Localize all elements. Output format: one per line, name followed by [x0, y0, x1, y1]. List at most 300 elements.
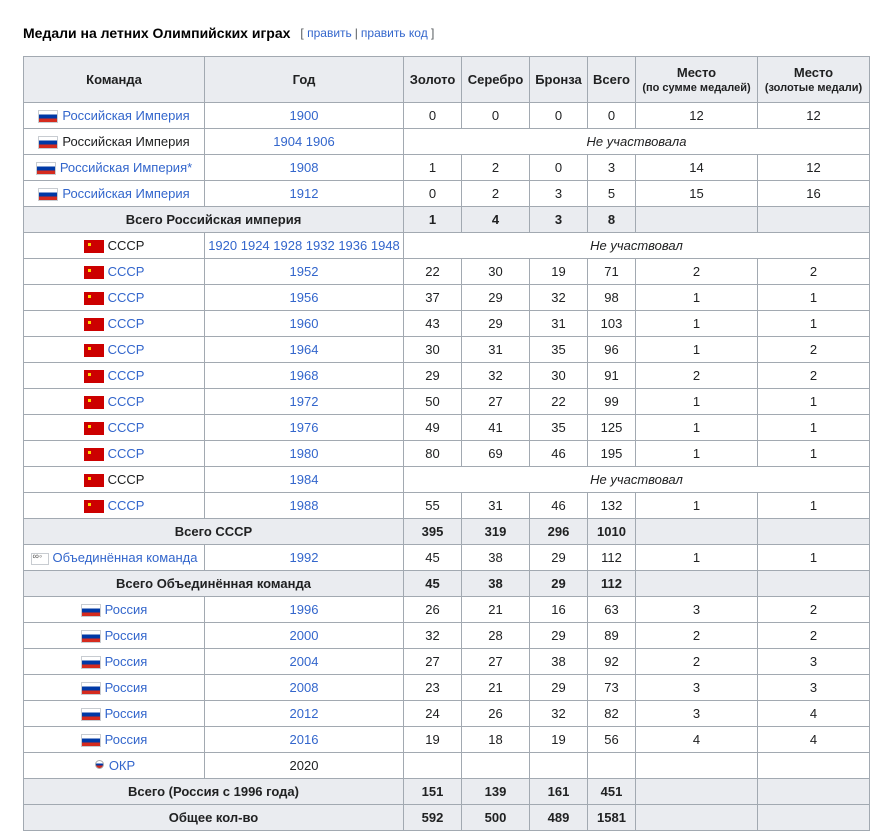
russia-flag-icon — [81, 630, 101, 643]
place-sum-cell: 1 — [636, 493, 758, 519]
year-cell — [205, 363, 404, 389]
year-cell — [205, 337, 404, 363]
ussr-flag-icon — [84, 344, 104, 357]
olympic-flag-icon — [31, 553, 49, 565]
bronze-cell: 30 — [530, 363, 588, 389]
ussr-flag-icon — [84, 370, 104, 383]
ussr-flag-icon — [84, 240, 104, 253]
silver-cell: 32 — [462, 363, 530, 389]
gold-cell: 27 — [404, 649, 462, 675]
team-name[interactable]: СССР — [107, 341, 145, 357]
team-cell — [24, 311, 205, 337]
gold-cell: 24 — [404, 701, 462, 727]
silver-cell: 26 — [462, 701, 530, 727]
year-link[interactable]: 1968 — [289, 368, 319, 383]
gold-cell: 30 — [404, 337, 462, 363]
total-silver: 500 — [462, 805, 530, 831]
gold-cell: 50 — [404, 389, 462, 415]
team-name[interactable]: Россия — [104, 627, 148, 643]
year-cell — [205, 259, 404, 285]
total-cell: 96 — [588, 337, 636, 363]
team-cell — [24, 389, 205, 415]
ussr-flag-icon — [84, 292, 104, 305]
place-sum-cell: 1 — [636, 311, 758, 337]
year-cell — [205, 675, 404, 701]
team-cell — [24, 675, 205, 701]
total-cell: 112 — [588, 545, 636, 571]
total-bronze: 296 — [530, 519, 588, 545]
russia-flag-icon — [81, 656, 101, 669]
total-bronze: 3 — [530, 207, 588, 233]
table-row — [24, 181, 870, 207]
place-sum-cell: 14 — [636, 155, 758, 181]
place-gold-cell: 1 — [758, 493, 870, 519]
team-cell — [24, 649, 205, 675]
place-gold-cell: 3 — [758, 649, 870, 675]
gold-cell: 26 — [404, 597, 462, 623]
team-name[interactable]: Россия — [104, 601, 148, 617]
silver-cell: 30 — [462, 259, 530, 285]
bronze-cell: 19 — [530, 727, 588, 753]
team-cell — [24, 103, 205, 129]
silver-cell: 27 — [462, 649, 530, 675]
table-row — [24, 415, 870, 441]
total-silver: 319 — [462, 519, 530, 545]
total-silver: 38 — [462, 571, 530, 597]
total-bronze: 161 — [530, 779, 588, 805]
table-row — [24, 363, 870, 389]
team-cell — [24, 233, 205, 259]
year-link[interactable]: 1960 — [289, 316, 319, 331]
silver-cell: 21 — [462, 675, 530, 701]
total-label-text: Всего Объединённая команда — [116, 576, 311, 591]
total-place-gold — [758, 805, 870, 831]
russia-flag-icon — [81, 708, 101, 721]
total-row-label — [24, 519, 404, 545]
table-row — [24, 441, 870, 467]
table-row — [24, 389, 870, 415]
team-name[interactable]: Россия — [104, 731, 148, 747]
team-name[interactable]: Российская Империя — [62, 185, 190, 201]
edit-section-links: [ править | править код ] — [300, 26, 435, 40]
not-participated-note: Не участвовала — [404, 129, 870, 155]
place-gold-cell — [758, 753, 870, 779]
col-gold[interactable]: Золото — [404, 57, 462, 103]
total-place-gold — [758, 571, 870, 597]
medals-table — [23, 56, 870, 831]
place-gold-cell: 4 — [758, 701, 870, 727]
total-label-text: Всего Российская империя — [125, 212, 302, 227]
col-place-gold[interactable]: Место (золотые медали) — [758, 57, 870, 103]
total-cell: 0 — [588, 103, 636, 129]
table-row — [24, 545, 870, 571]
gold-cell: 37 — [404, 285, 462, 311]
col-team[interactable]: Команда — [24, 57, 205, 103]
col-silver[interactable]: Серебро — [462, 57, 530, 103]
not-participated-note: Не участвовал — [404, 467, 870, 493]
table-row — [24, 597, 870, 623]
section-title: Медали на летних Олимпийских играх — [23, 25, 291, 41]
bronze-cell: 46 — [530, 441, 588, 467]
place-sum-cell — [636, 753, 758, 779]
total-place-sum — [636, 519, 758, 545]
ussr-flag-icon — [84, 422, 104, 435]
table-row — [24, 155, 870, 181]
place-sum-cell: 3 — [636, 597, 758, 623]
year-link[interactable]: 2008 — [289, 680, 319, 695]
place-gold-cell: 2 — [758, 363, 870, 389]
place-sum-cell: 3 — [636, 701, 758, 727]
year-link[interactable]: 1996 — [289, 602, 319, 617]
place-gold-cell: 1 — [758, 415, 870, 441]
total-place-sum — [636, 805, 758, 831]
team-name[interactable]: СССР — [107, 497, 145, 513]
place-gold-cell: 1 — [758, 285, 870, 311]
bronze-cell: 29 — [530, 545, 588, 571]
team-name[interactable]: СССР — [107, 445, 145, 461]
year-link[interactable]: 2000 — [289, 628, 319, 643]
table-row — [24, 675, 870, 701]
year-cell — [205, 441, 404, 467]
team-name[interactable]: Российская Империя* — [59, 159, 193, 175]
gold-cell: 49 — [404, 415, 462, 441]
total-cell: 71 — [588, 259, 636, 285]
total-cell: 99 — [588, 389, 636, 415]
year-link[interactable]: 2012 — [289, 706, 319, 721]
place-gold-cell: 2 — [758, 623, 870, 649]
team-name[interactable]: Россия — [104, 653, 148, 669]
total-total: 1010 — [588, 519, 636, 545]
table-row — [24, 259, 870, 285]
year-cell — [205, 623, 404, 649]
year-link[interactable]: 1912 — [289, 186, 319, 201]
year-cell — [205, 181, 404, 207]
team-name[interactable]: ОКР — [108, 757, 136, 773]
year-cell — [205, 103, 404, 129]
year-link: 2020 — [289, 758, 319, 773]
total-cell: 195 — [588, 441, 636, 467]
table-row — [24, 623, 870, 649]
team-cell — [24, 701, 205, 727]
total-place-sum — [636, 571, 758, 597]
year-cell — [205, 285, 404, 311]
ussr-flag-icon — [84, 474, 104, 487]
team-cell — [24, 467, 205, 493]
total-cell: 56 — [588, 727, 636, 753]
total-bronze: 489 — [530, 805, 588, 831]
place-gold-cell: 1 — [758, 389, 870, 415]
table-row — [24, 129, 870, 155]
bronze-cell: 32 — [530, 701, 588, 727]
total-total: 112 — [588, 571, 636, 597]
year-cell — [205, 233, 404, 259]
bronze-cell: 38 — [530, 649, 588, 675]
total-place-gold — [758, 779, 870, 805]
place-sum-cell: 1 — [636, 415, 758, 441]
bronze-cell: 16 — [530, 597, 588, 623]
year-cell — [205, 467, 404, 493]
gold-cell: 19 — [404, 727, 462, 753]
place-sum-cell: 1 — [636, 389, 758, 415]
not-participated-note: Не участвовал — [404, 233, 870, 259]
table-body — [24, 103, 870, 831]
silver-cell: 31 — [462, 493, 530, 519]
table-row — [24, 467, 870, 493]
year-link[interactable]: 1988 — [289, 498, 319, 513]
bronze-cell — [530, 753, 588, 779]
year-link[interactable]: 1984 — [289, 472, 319, 487]
team-name[interactable]: Россия — [104, 679, 148, 695]
total-row — [24, 519, 870, 545]
gold-cell: 1 — [404, 155, 462, 181]
year-link[interactable]: 1900 — [289, 108, 319, 123]
year-cell — [205, 311, 404, 337]
year-link[interactable]: 2004 — [289, 654, 319, 669]
team-name[interactable]: СССР — [107, 393, 145, 409]
place-sum-cell: 1 — [636, 285, 758, 311]
bronze-cell: 29 — [530, 675, 588, 701]
total-gold: 45 — [404, 571, 462, 597]
year-cell — [205, 753, 404, 779]
russia-flag-icon — [36, 162, 56, 175]
section-heading — [23, 24, 434, 42]
total-label-text: Общее кол-во — [168, 810, 259, 825]
russia-flag-icon — [81, 604, 101, 617]
total-place-sum — [636, 207, 758, 233]
silver-cell: 0 — [462, 103, 530, 129]
team-name: СССР — [107, 471, 145, 487]
place-sum-cell: 4 — [636, 727, 758, 753]
gold-cell: 29 — [404, 363, 462, 389]
team-cell — [24, 493, 205, 519]
silver-cell — [462, 753, 530, 779]
team-name[interactable]: СССР — [107, 289, 145, 305]
year-link[interactable]: 1980 — [289, 446, 319, 461]
col-total[interactable]: Всего — [588, 57, 636, 103]
table-header-row — [24, 57, 870, 103]
year-cell — [205, 129, 404, 155]
bronze-cell: 19 — [530, 259, 588, 285]
place-sum-cell: 3 — [636, 675, 758, 701]
table-row — [24, 311, 870, 337]
total-cell: 125 — [588, 415, 636, 441]
silver-cell: 41 — [462, 415, 530, 441]
total-row — [24, 207, 870, 233]
place-sum-cell: 2 — [636, 363, 758, 389]
total-row-label — [24, 779, 404, 805]
gold-cell: 43 — [404, 311, 462, 337]
total-cell: 91 — [588, 363, 636, 389]
table-row — [24, 337, 870, 363]
place-gold-cell: 2 — [758, 597, 870, 623]
year-cell — [205, 545, 404, 571]
silver-cell: 2 — [462, 181, 530, 207]
total-cell: 89 — [588, 623, 636, 649]
year-link[interactable]: 1920 1924 1928 1932 1936 1948 — [208, 238, 400, 253]
table-row — [24, 753, 870, 779]
gold-cell: 23 — [404, 675, 462, 701]
place-gold-cell: 12 — [758, 155, 870, 181]
place-sum-cell: 2 — [636, 623, 758, 649]
total-bronze: 29 — [530, 571, 588, 597]
team-cell — [24, 259, 205, 285]
team-name[interactable]: СССР — [107, 367, 145, 383]
year-cell — [205, 493, 404, 519]
place-gold-cell: 2 — [758, 259, 870, 285]
place-gold-cell: 16 — [758, 181, 870, 207]
place-sum-cell: 15 — [636, 181, 758, 207]
year-link[interactable]: 1964 — [289, 342, 319, 357]
place-sum-cell: 1 — [636, 337, 758, 363]
place-gold-cell: 12 — [758, 103, 870, 129]
bronze-cell: 46 — [530, 493, 588, 519]
place-sum-cell: 12 — [636, 103, 758, 129]
place-gold-cell: 2 — [758, 337, 870, 363]
ussr-flag-icon — [84, 318, 104, 331]
year-cell — [205, 597, 404, 623]
year-link[interactable]: 1956 — [289, 290, 319, 305]
silver-cell: 28 — [462, 623, 530, 649]
table-row — [24, 649, 870, 675]
silver-cell: 27 — [462, 389, 530, 415]
bronze-cell: 29 — [530, 623, 588, 649]
team-cell — [24, 363, 205, 389]
roc-emblem-icon — [93, 759, 105, 773]
total-total: 8 — [588, 207, 636, 233]
gold-cell: 45 — [404, 545, 462, 571]
year-cell — [205, 701, 404, 727]
team-name[interactable]: СССР — [107, 263, 145, 279]
gold-cell: 55 — [404, 493, 462, 519]
team-name[interactable]: СССР — [107, 315, 145, 331]
team-cell — [24, 545, 205, 571]
year-link[interactable]: 2016 — [289, 732, 319, 747]
year-link[interactable]: 1952 — [289, 264, 319, 279]
team-cell — [24, 597, 205, 623]
total-gold: 1 — [404, 207, 462, 233]
total-row-label — [24, 571, 404, 597]
total-gold: 395 — [404, 519, 462, 545]
team-cell — [24, 441, 205, 467]
year-link[interactable]: 1904 1906 — [273, 134, 335, 149]
total-total: 451 — [588, 779, 636, 805]
gold-cell: 80 — [404, 441, 462, 467]
team-cell — [24, 181, 205, 207]
team-name[interactable]: СССР — [107, 419, 145, 435]
silver-cell: 29 — [462, 311, 530, 337]
bronze-cell: 3 — [530, 181, 588, 207]
bronze-cell: 35 — [530, 415, 588, 441]
col-bronze[interactable]: Бронза — [530, 57, 588, 103]
team-name[interactable]: Россия — [104, 705, 148, 721]
table-row — [24, 701, 870, 727]
team-cell — [24, 337, 205, 363]
silver-cell: 29 — [462, 285, 530, 311]
col-place-sum[interactable]: Место (по сумме медалей) — [636, 57, 758, 103]
russia-flag-icon — [38, 110, 58, 123]
silver-cell: 31 — [462, 337, 530, 363]
team-name[interactable]: Российская Империя — [62, 107, 190, 123]
table-row — [24, 493, 870, 519]
table-row — [24, 233, 870, 259]
year-cell — [205, 649, 404, 675]
ussr-flag-icon — [84, 266, 104, 279]
place-sum-cell: 2 — [636, 649, 758, 675]
edit-link[interactable]: править — [307, 26, 352, 40]
total-gold: 151 — [404, 779, 462, 805]
total-row — [24, 805, 870, 831]
silver-cell: 38 — [462, 545, 530, 571]
bronze-cell: 0 — [530, 103, 588, 129]
bronze-cell: 32 — [530, 285, 588, 311]
total-cell: 63 — [588, 597, 636, 623]
col-year[interactable]: Год — [205, 57, 404, 103]
year-link[interactable]: 1908 — [289, 160, 319, 175]
place-gold-cell: 1 — [758, 311, 870, 337]
year-cell — [205, 389, 404, 415]
total-cell: 82 — [588, 701, 636, 727]
total-cell: 98 — [588, 285, 636, 311]
gold-cell: 0 — [404, 181, 462, 207]
total-gold: 592 — [404, 805, 462, 831]
russia-flag-icon — [38, 188, 58, 201]
ussr-flag-icon — [84, 500, 104, 513]
team-cell — [24, 285, 205, 311]
table-row — [24, 727, 870, 753]
total-place-gold — [758, 519, 870, 545]
bronze-cell: 0 — [530, 155, 588, 181]
team-cell — [24, 753, 205, 779]
total-silver: 139 — [462, 779, 530, 805]
russia-flag-icon — [38, 136, 58, 149]
team-name: СССР — [107, 237, 145, 253]
total-cell — [588, 753, 636, 779]
table-row — [24, 285, 870, 311]
ussr-flag-icon — [84, 396, 104, 409]
year-link[interactable]: 1976 — [289, 420, 319, 435]
edit-code-link[interactable]: править код — [360, 26, 428, 40]
place-gold-cell: 3 — [758, 675, 870, 701]
team-cell — [24, 727, 205, 753]
total-cell: 5 — [588, 181, 636, 207]
russia-flag-icon — [81, 682, 101, 695]
total-cell: 73 — [588, 675, 636, 701]
team-name[interactable]: Объединённая команда — [52, 550, 198, 565]
total-row-label — [24, 805, 404, 831]
place-sum-cell: 1 — [636, 441, 758, 467]
place-sum-cell: 1 — [636, 545, 758, 571]
total-row-label — [24, 207, 404, 233]
year-cell — [205, 155, 404, 181]
team-cell — [24, 623, 205, 649]
year-link[interactable]: 1992 — [289, 550, 319, 565]
place-gold-cell: 4 — [758, 727, 870, 753]
table-row — [24, 103, 870, 129]
bronze-cell: 22 — [530, 389, 588, 415]
total-label-text: Всего (Россия с 1996 года) — [128, 784, 299, 799]
year-cell — [205, 415, 404, 441]
team-cell — [24, 415, 205, 441]
gold-cell — [404, 753, 462, 779]
gold-cell: 22 — [404, 259, 462, 285]
team-cell — [24, 129, 205, 155]
total-label-text: Всего СССР — [174, 524, 253, 539]
russia-flag-icon — [81, 734, 101, 747]
year-link[interactable]: 1972 — [289, 394, 319, 409]
total-cell: 92 — [588, 649, 636, 675]
ussr-flag-icon — [84, 448, 104, 461]
total-silver: 4 — [462, 207, 530, 233]
